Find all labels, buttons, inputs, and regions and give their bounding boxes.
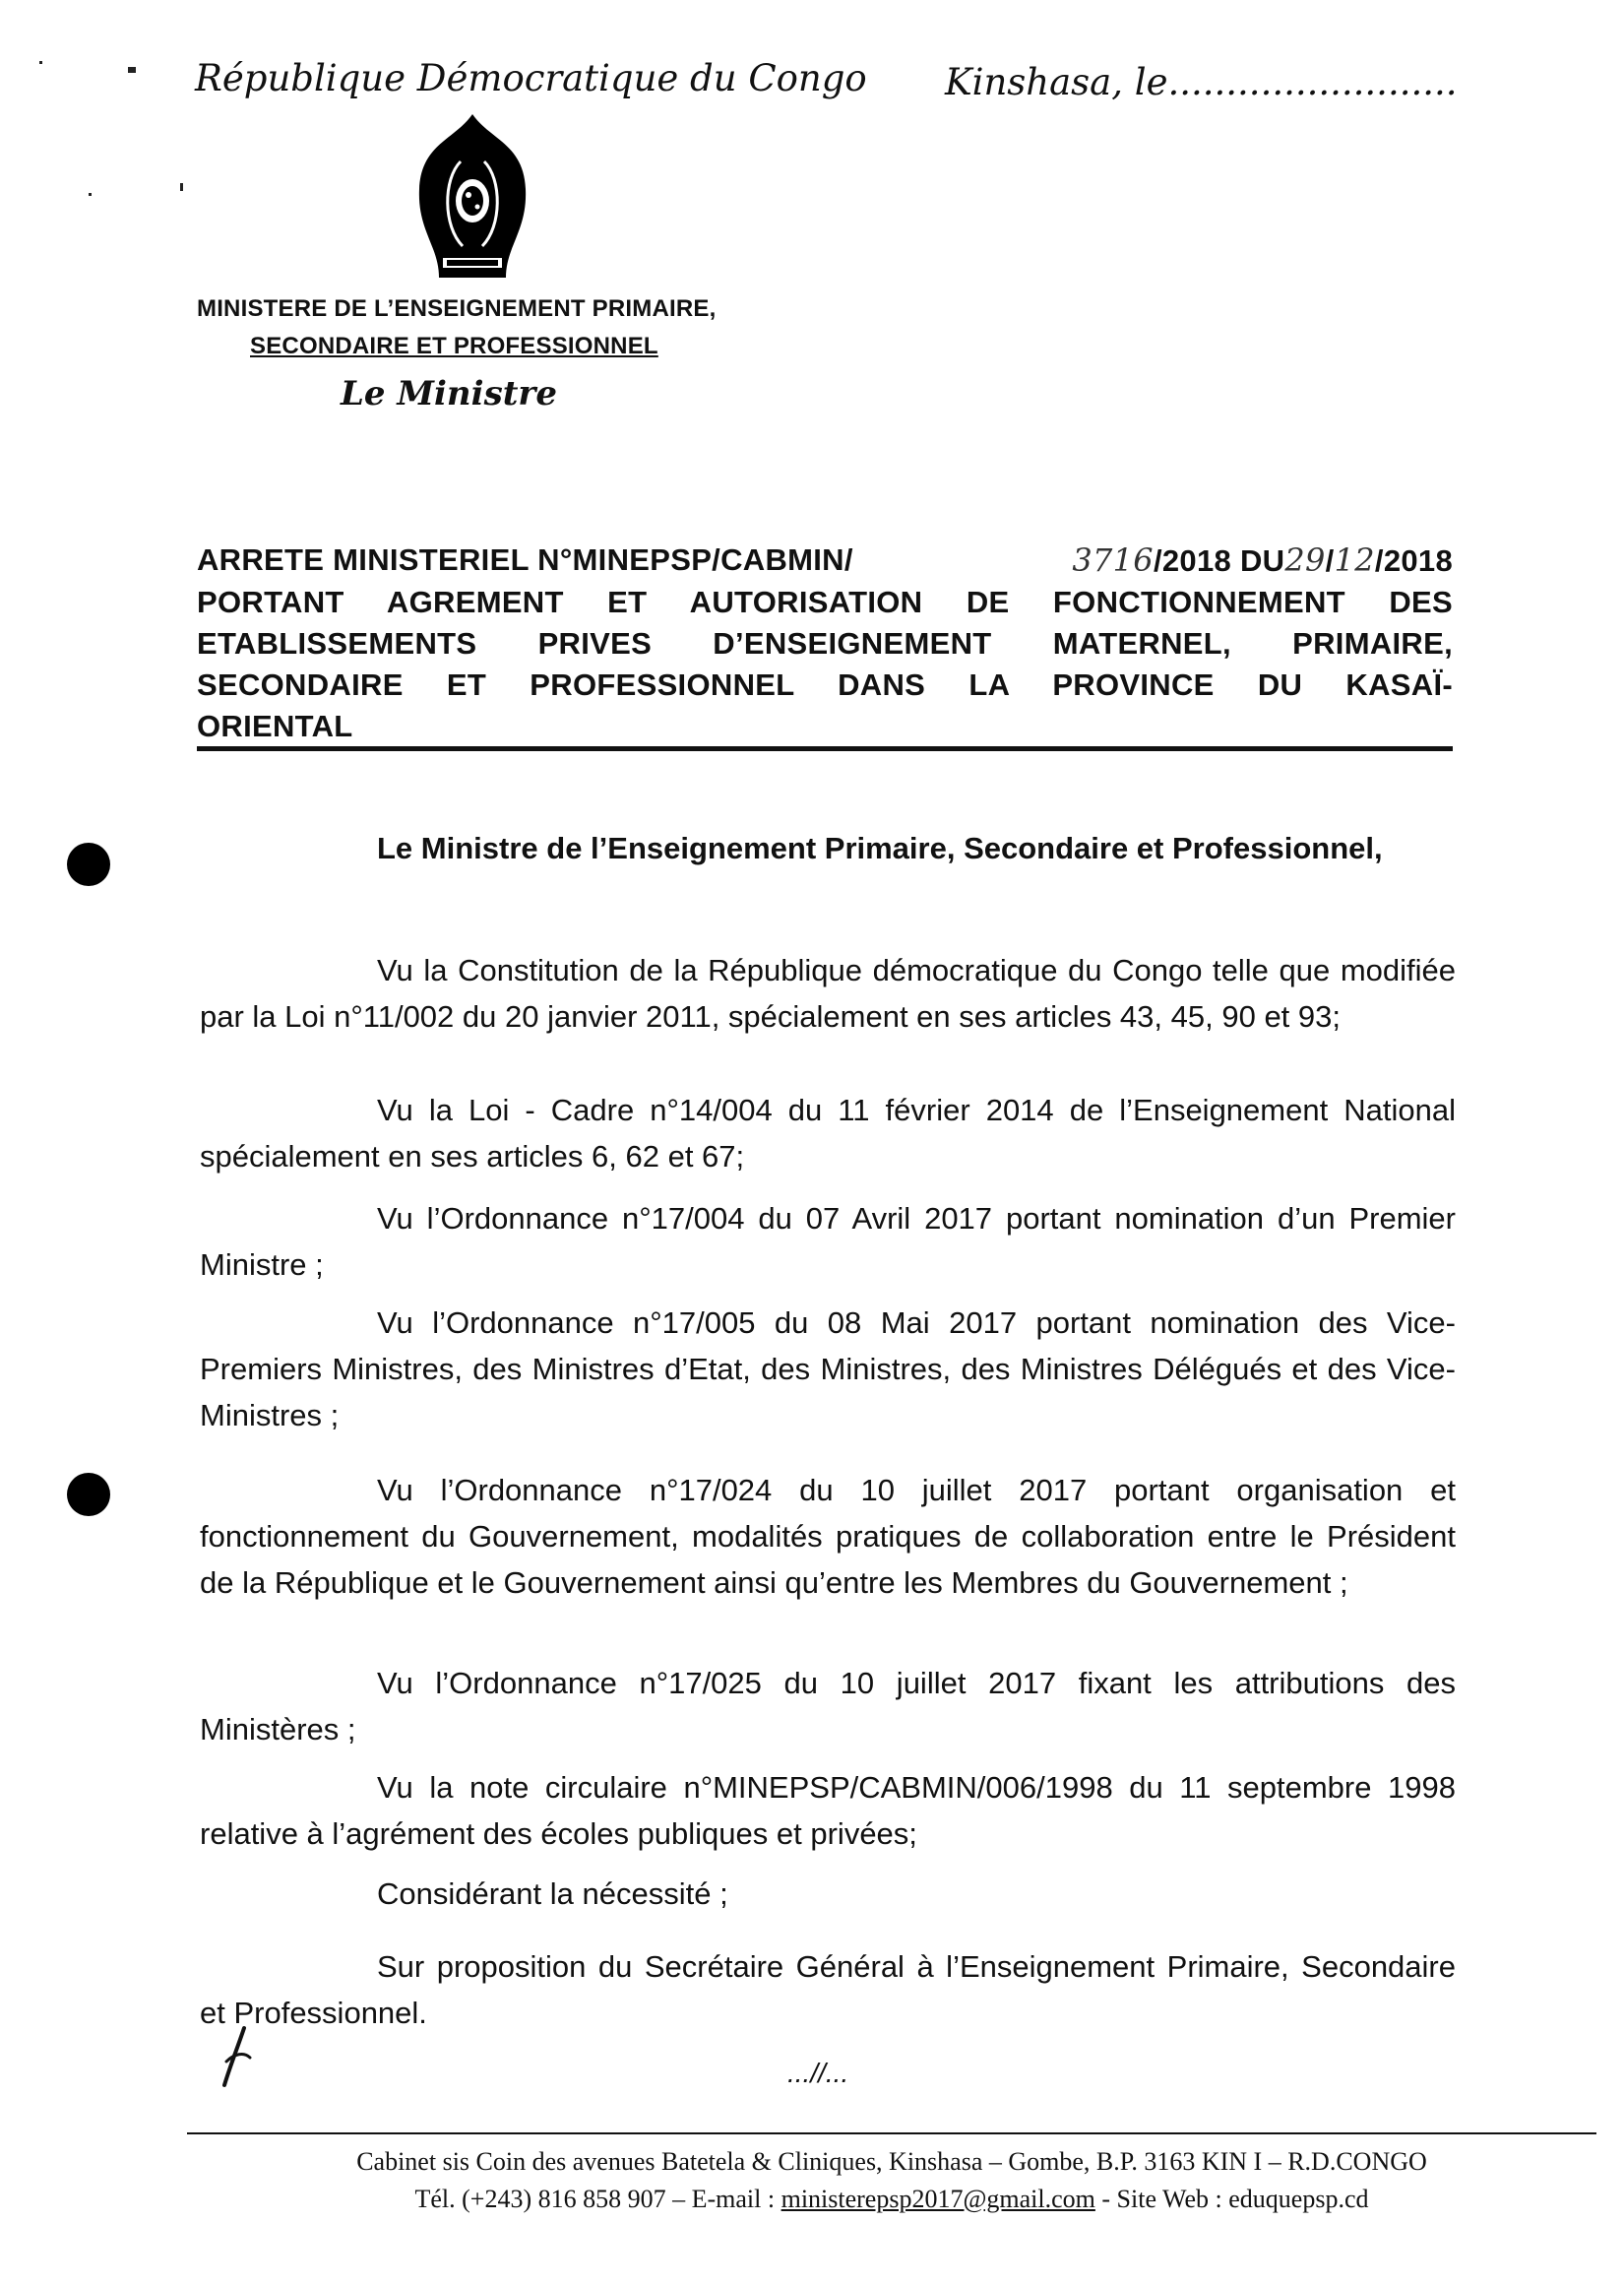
scan-speck xyxy=(39,61,42,64)
handwritten-month: 12 xyxy=(1334,541,1375,579)
whereas-ordinance-17-004: Vu l’Ordonnance n°17/004 du 07 Avril 2017 portant nomination d’un Premier Ministre ; xyxy=(200,1201,1456,1282)
whereas-ordinance-17-025: Vu l’Ordonnance n°17/025 du 10 juillet 2017 fixant les attributions des Ministères ; xyxy=(200,1666,1456,1746)
scan-speck xyxy=(89,193,92,196)
footer-phone: Tél. (+243) 816 858 907 – E-mail : xyxy=(414,2185,781,2213)
handwritten-decree-number: 3716 xyxy=(1072,541,1154,579)
minister-signature-title: Le Ministre xyxy=(341,374,557,413)
decree-number-tail: 3716/2018 DU29/12/2018 xyxy=(1072,541,1453,579)
decree-title-line: ORIENTAL xyxy=(197,709,353,743)
footer-contact xyxy=(187,2182,1596,2217)
on-proposal: Sur proposition du Secrétaire Général à l’Enseignement Primaire, Secondaire et Professionnel. xyxy=(200,1949,1456,2030)
preamble-intro: Le Ministre de l’Enseignement Primaire, Secondaire et Professionnel, xyxy=(377,831,1383,865)
page-continuation-mark: ...//... xyxy=(787,2058,849,2088)
city-date-line: Kinshasa, le......................... xyxy=(945,61,1458,103)
scan-speck xyxy=(180,183,183,191)
footer-rule xyxy=(187,2132,1596,2134)
decree-title-line: PORTANT AGREMENT ET AUTORISATION DE FONCTIONNEMENT DES xyxy=(197,585,1453,619)
footer-email-link[interactable]: ministerepsp2017@gmail.com xyxy=(781,2185,1095,2213)
decree-number-prefix: ARRETE MINISTERIEL N°MINEPSP/CABMIN/ xyxy=(197,542,853,577)
scan-speck xyxy=(128,67,136,73)
country-name: République Démocratique du Congo xyxy=(195,57,867,99)
footer-address: Cabinet sis Coin des avenues Batetela & Cliniques, Kinshasa – Gombe, B.P. 3163 KIN I – R.D.CONGO xyxy=(356,2147,1427,2176)
ministry-name-line1: MINISTERE DE L’ENSEIGNEMENT PRIMAIRE, xyxy=(197,295,717,322)
whereas-framework-law: Vu la Loi - Cadre n°14/004 du 11 février 2014 de l’Enseignement National spécialement en ses articles 6, 62 et 67; xyxy=(200,1093,1456,1174)
handwritten-initial-mark xyxy=(215,2022,264,2091)
handwritten-day: 29 xyxy=(1284,541,1326,579)
considering-necessity: Considérant la nécessité ; xyxy=(377,1876,728,1911)
decree-body xyxy=(200,0,1456,2067)
ministry-name-line2: SECONDAIRE ET PROFESSIONNEL xyxy=(250,333,658,359)
footer-website: - Site Web : eduquepsp.cd xyxy=(1094,2185,1369,2213)
decree-title-line: ETABLISSEMENTS PRIVES D’ENSEIGNEMENT MATERNEL, PRIMAIRE, xyxy=(197,626,1453,661)
whereas-circular-note: Vu la note circulaire n°MINEPSP/CABMIN/006/1998 du 11 septembre 1998 relative à l’agrément des écoles publiques et privées; xyxy=(200,1770,1456,1851)
whereas-constitution: Vu la Constitution de la République démocratique du Congo telle que modifiée par la Loi n°11/002 du 20 janvier 2011, spécialement en ses articles 43, 45, 90 et 93; xyxy=(200,953,1456,1034)
punch-hole-mark xyxy=(67,1473,110,1516)
whereas-ordinance-17-024: Vu l’Ordonnance n°17/024 du 10 juillet 2017 portant organisation et fonctionnement du Gouvernement, modalités pratiques de collaboration entre le Président de la République et le Gouvernement ainsi qu’entre les Membres du Gouvernement ; xyxy=(200,1473,1456,1600)
decree-title-line: SECONDAIRE ET PROFESSIONNEL DANS LA PROVINCE DU KASAÏ- xyxy=(197,667,1453,702)
punch-hole-mark xyxy=(67,843,110,886)
whereas-ordinance-17-005: Vu l’Ordonnance n°17/005 du 08 Mai 2017 portant nomination des Vice-Premiers Ministres, des Ministres d’Etat, des Ministres, des Ministres Délégués et des Vice-Ministres ; xyxy=(200,1305,1456,1432)
